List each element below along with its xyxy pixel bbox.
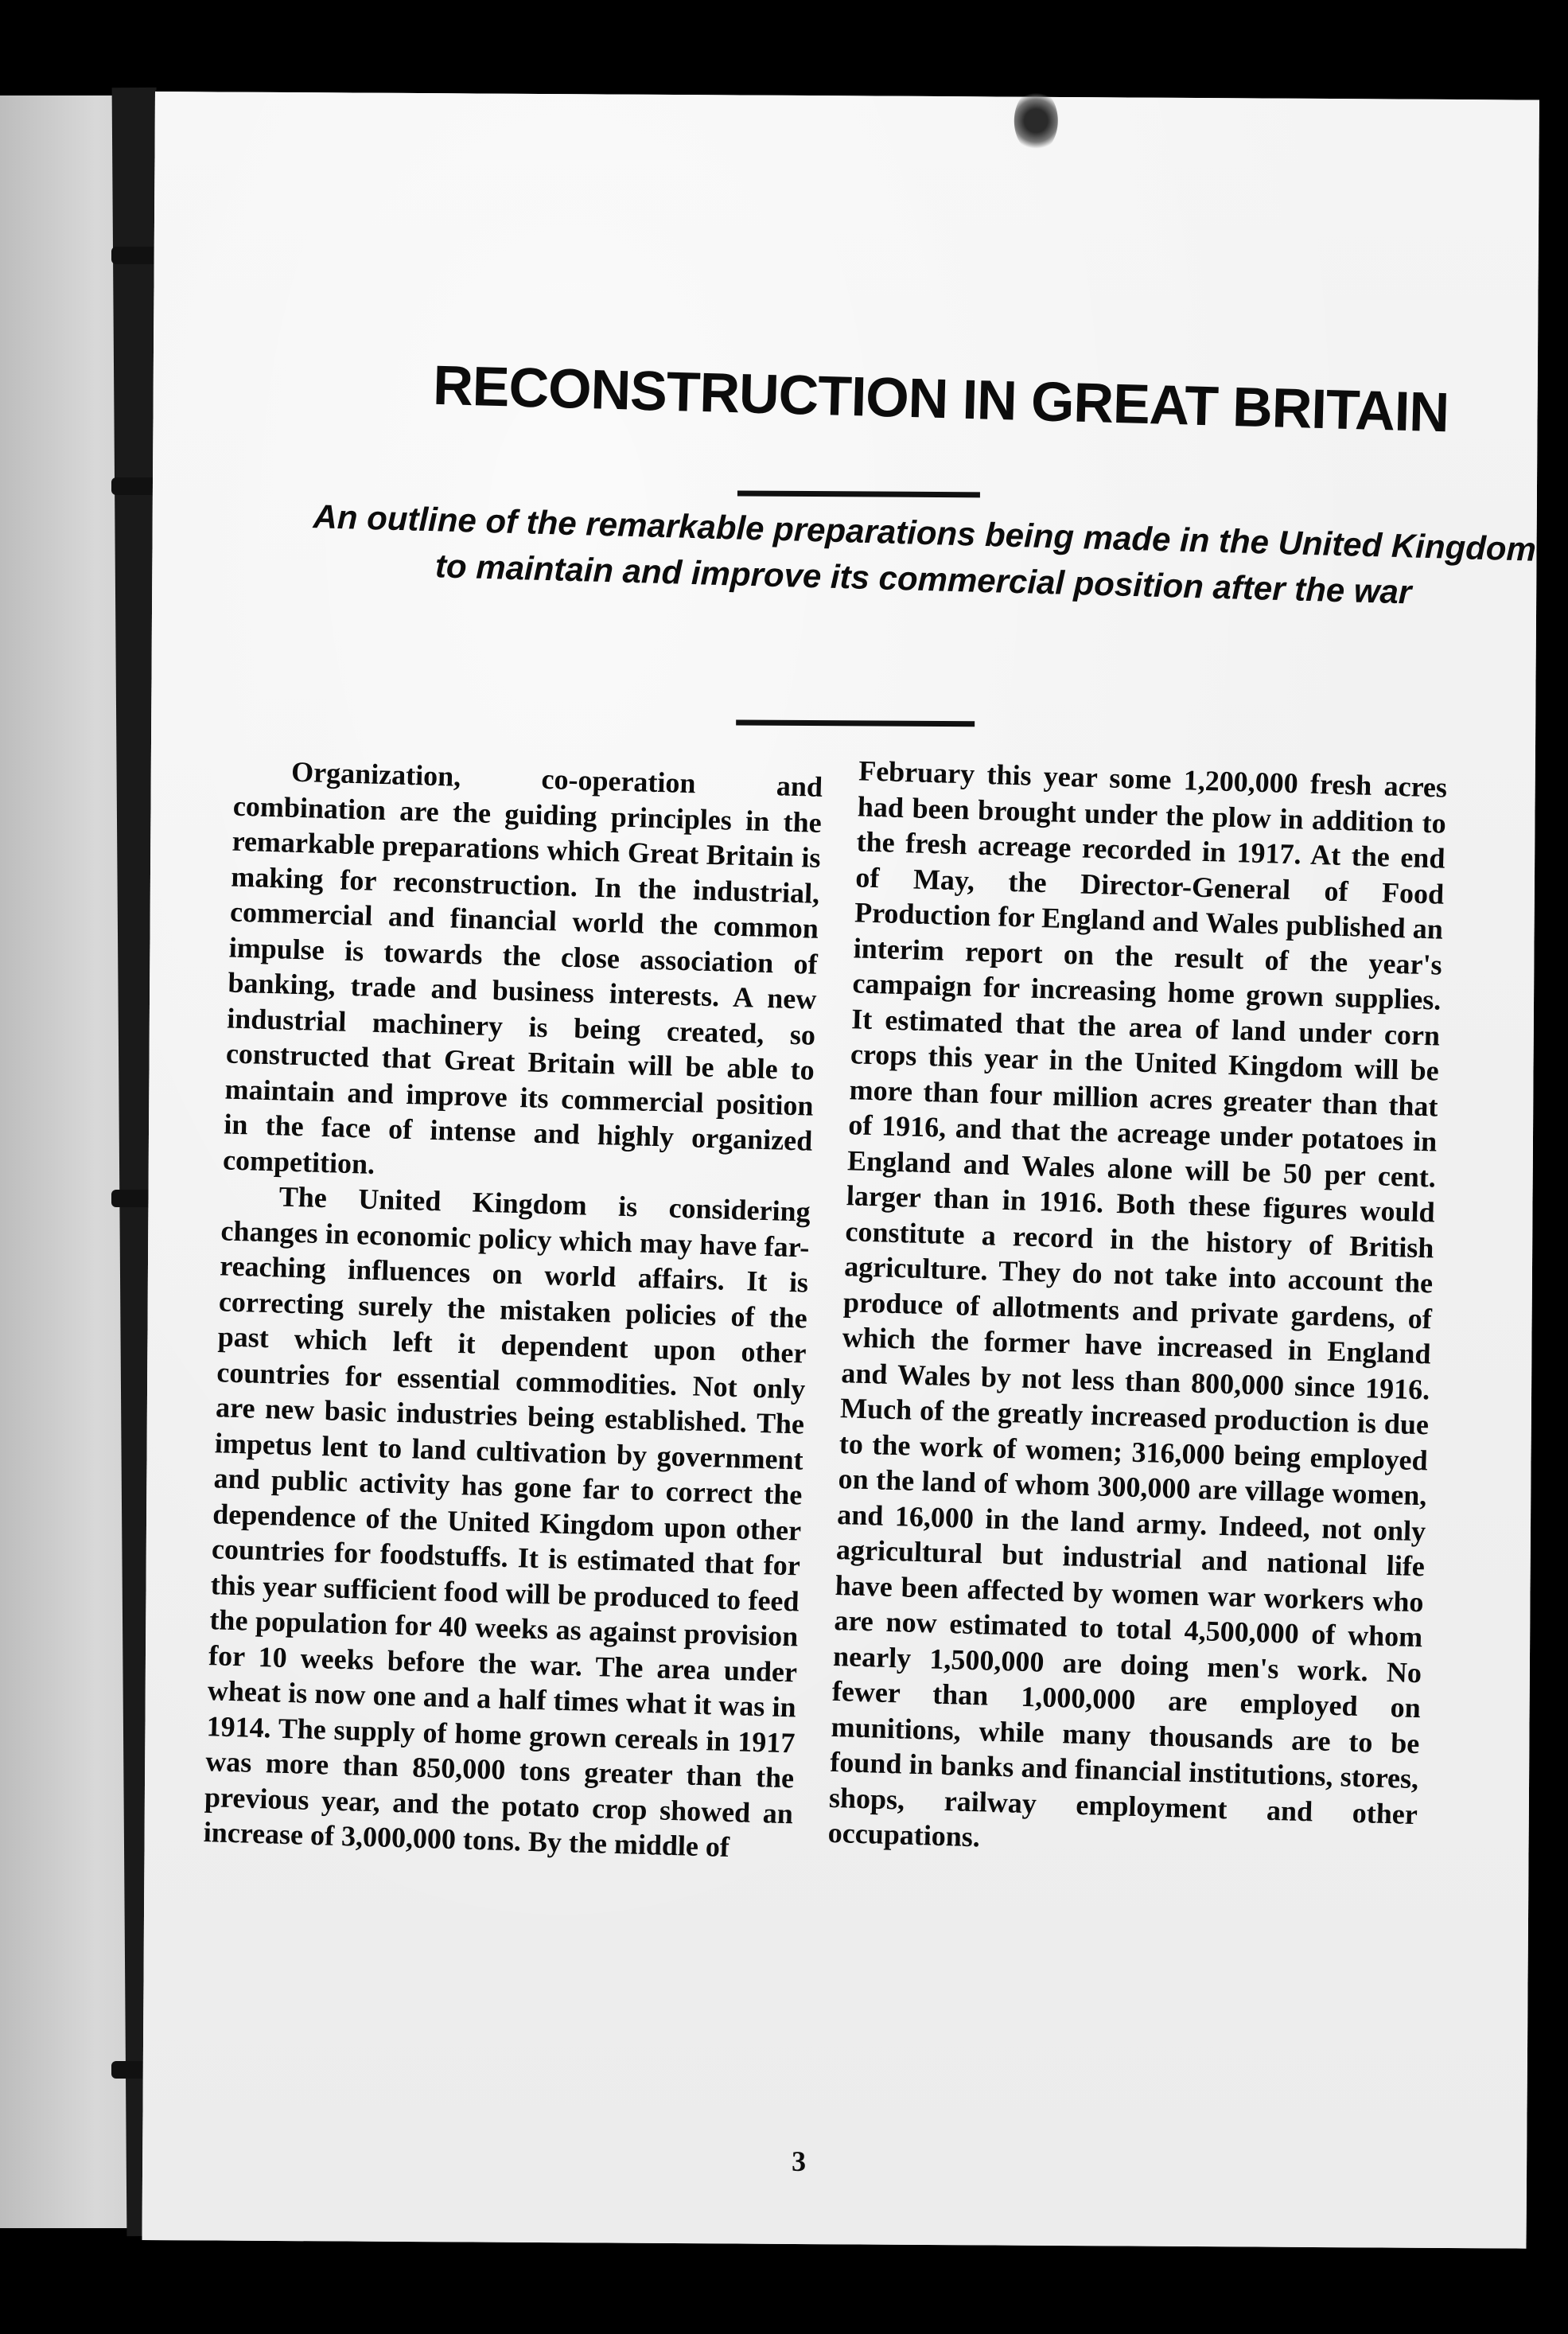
paper-blemish	[1014, 89, 1058, 153]
article-title: RECONSTRUCTION IN GREAT BRITAIN	[432, 353, 1449, 444]
paragraph: The United Kingdom is considering changes in economic policy which may have far-reaching influences on world affairs. It is correcting surely the mistaken policies of the past which left it dependent upon other countries for essential commodities. Not only are new basic industries being established. The impetus lent to land cultivation by government and public activity has gone far to correct the dependence of the United Kingdom upon other countries for foodstuffs. It is estimated that for this year sufficient food will be produced to feed the population for 40 weeks as against provision for 10 weeks before the war. The area under wheat is now one and a half times what it was in 1914. The supply of home grown cereals in 1917 was more than 850,000 tons greater than the previous year, and the potato crop showed an increase of 3,000,000 tons. By the middle of	[203, 1180, 811, 1864]
page-number: 3	[792, 2145, 807, 2178]
document-page	[142, 92, 1539, 2249]
title-rule	[737, 490, 980, 497]
right-column	[827, 753, 1447, 1867]
paragraph: February this year some 1,200,000 fresh acres had been brought under the plow in addition to the fresh acreage recorded in 1917. At the end of May, the Director-General of Food Production for England and Wales published an interim report on the result of the year's campaign for increasing home grown supplies. It estimated that the area of land under corn crops this year in the United Kingdom will be more than four million acres greater than that of 1916, and that the acreage under potatoes in England and Wales alone will be 50 per cent. larger than in 1916. Both these figures would constitute a record in the history of British agriculture. They do not take into account the produce of allotments and private gardens, of which the former have increased in England and Wales by not less than 800,000 since 1916. Much of the greatly increased production is due to the work of women; 316,000 being employed on the land of whom 300,000 are village women, and 16,000 in the land army. Indeed, not only agricultural but industrial and national life have been affected by women war workers who are now estimated to total 4,500,000 of whom nearly 1,500,000 are doing men's work. No fewer than 1,000,000 are employed on munitions, while many thousands are to be found in banks and financial institutions, stores, shops, railway employment and other occupations.	[827, 754, 1448, 1853]
article-subtitle: An outline of the remarkable preparations being made in the United Kingdom to maintain and improve its commercial position after the war	[312, 497, 1537, 611]
left-column	[203, 753, 823, 1867]
subtitle-rule	[736, 719, 975, 727]
paragraph: Organization, co-operation and combination are the guiding principles in the remarkable preparations which Great Britain is making for reconstruction. In the industrial, commercial and financial world the common impulse is towards the close association of banking, trade and business interests. A new industrial machinery is being created, so constructed that Great Britain will be able to maintain and improve its commercial position in the face of intense and highly organized competition.	[222, 755, 823, 1180]
